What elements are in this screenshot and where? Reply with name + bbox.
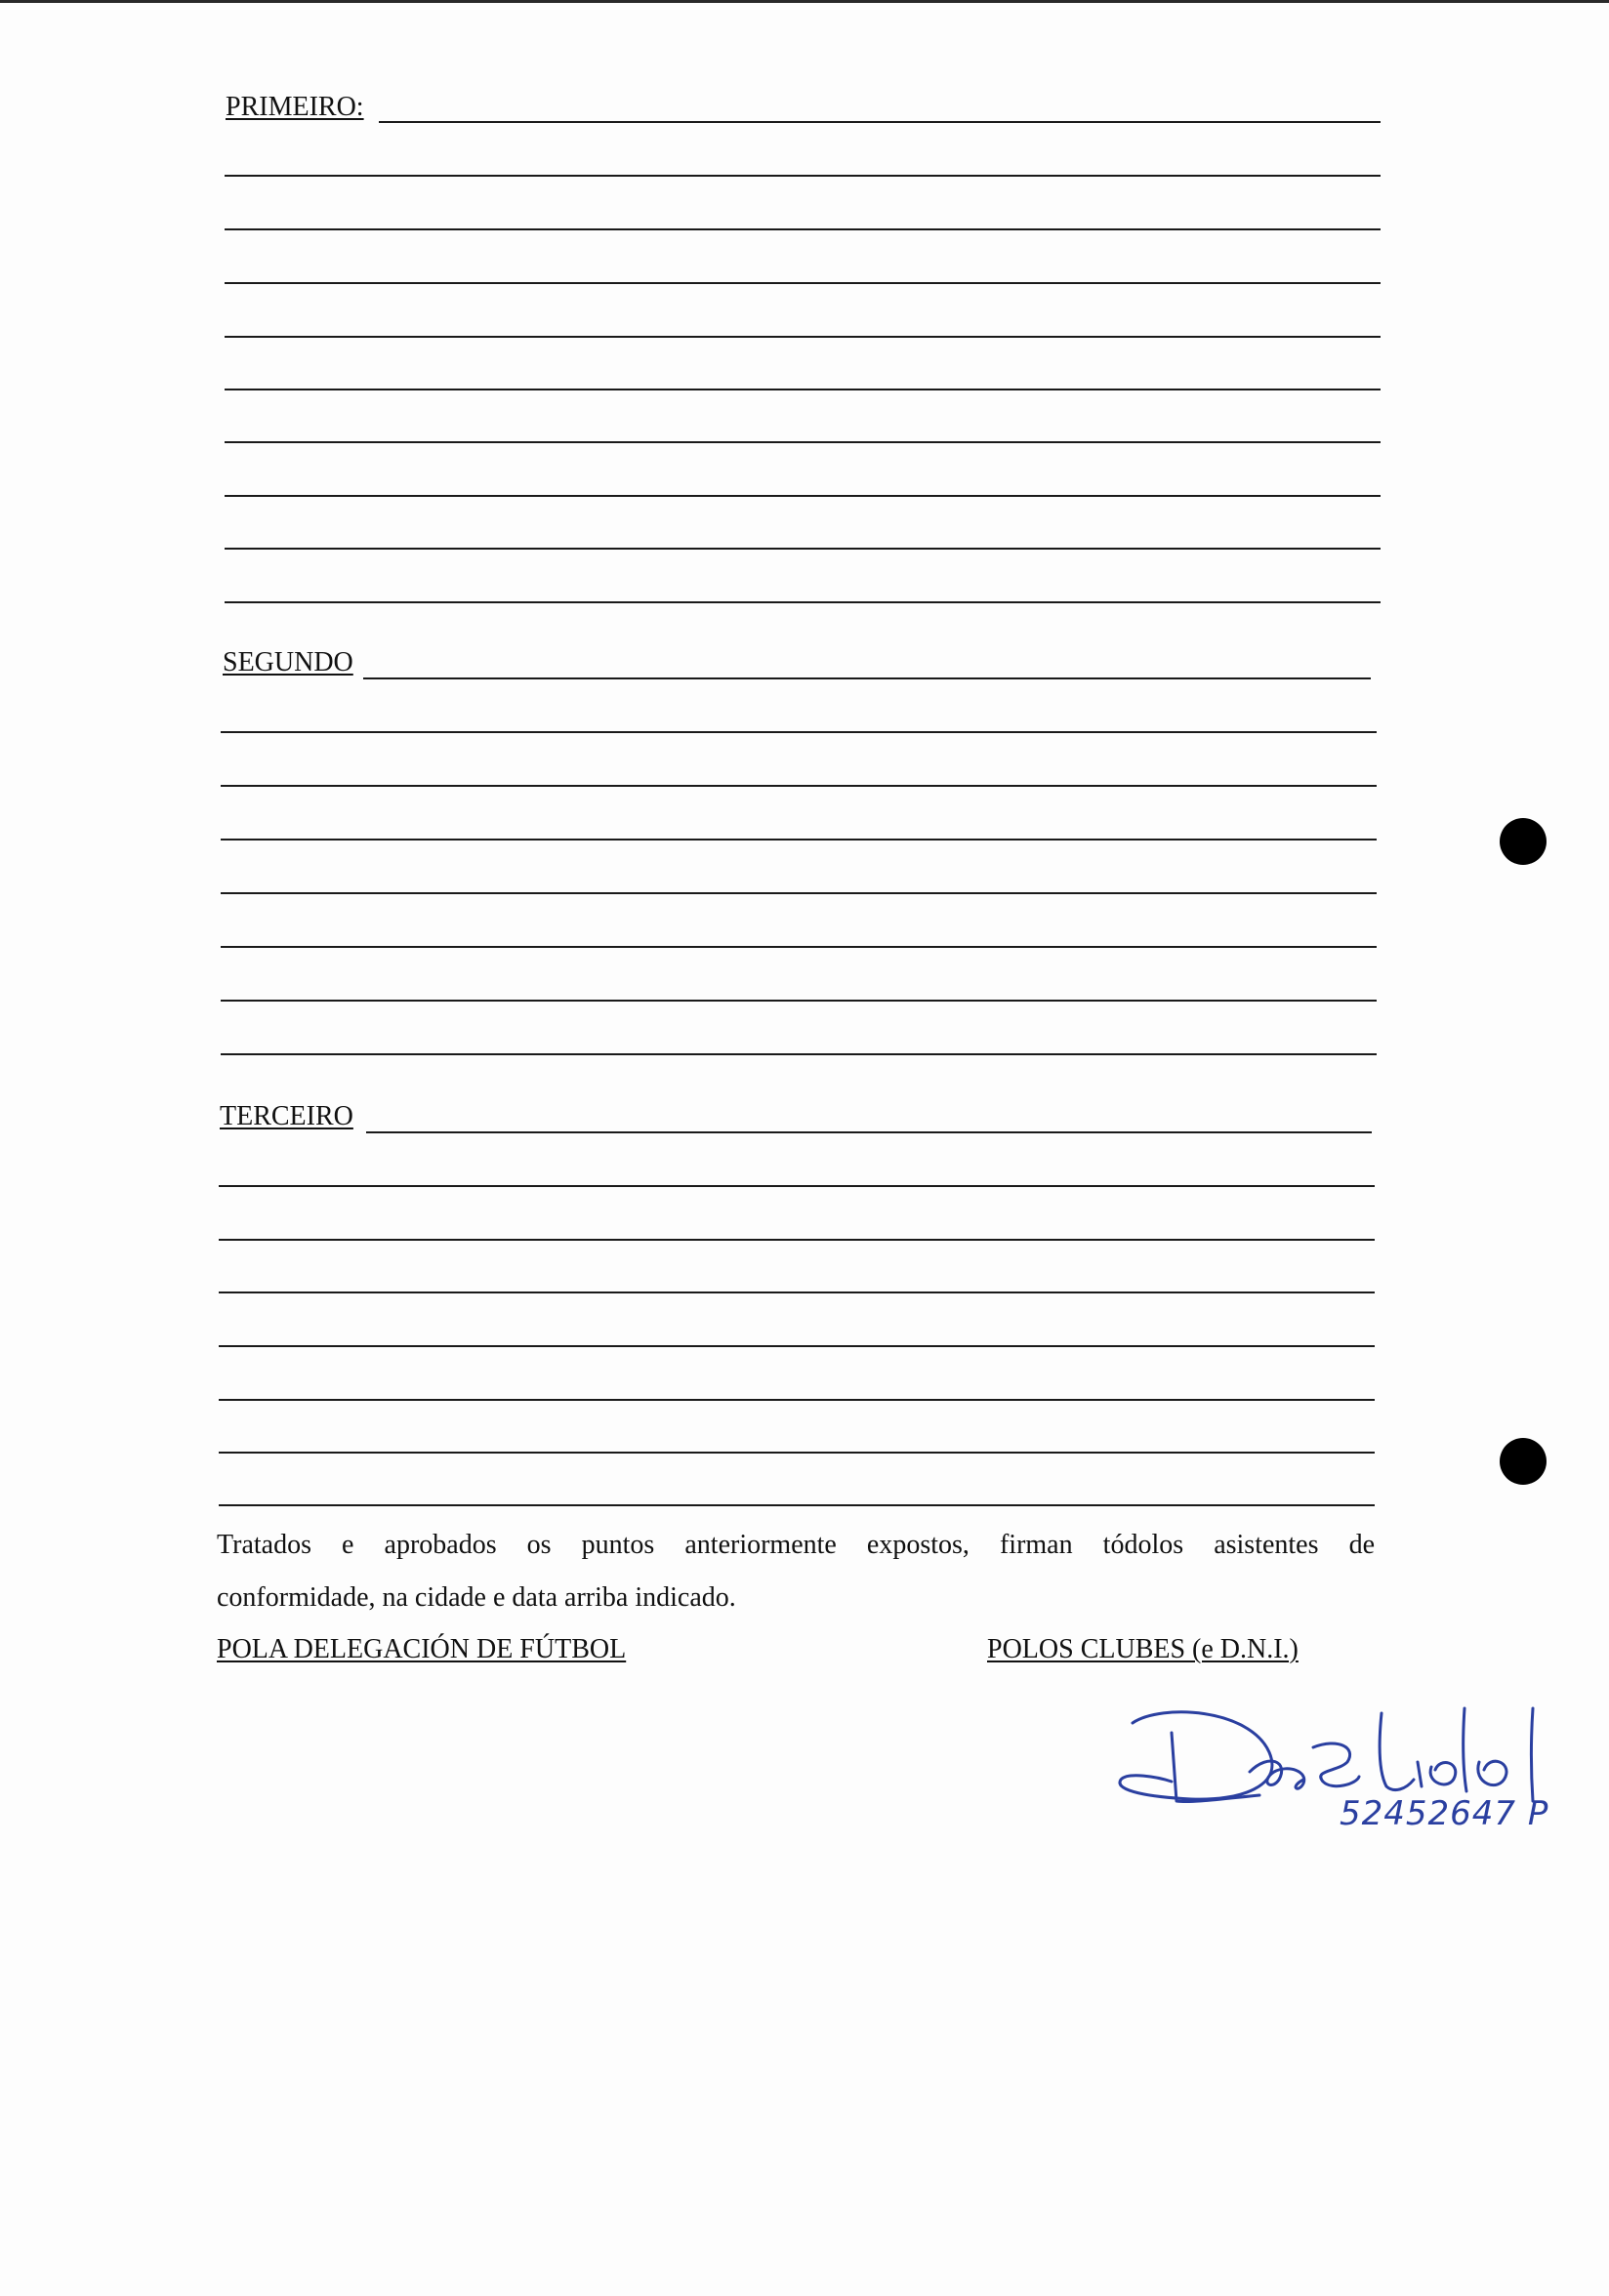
closing-line-2: conformidade, na cidade e data arriba indicado. xyxy=(217,1582,736,1613)
section-primeiro-label: PRIMEIRO: xyxy=(226,92,364,122)
segundo-title-line[interactable] xyxy=(363,677,1371,679)
handwritten-signature xyxy=(1103,1694,1572,1860)
primeiro-writing-line[interactable] xyxy=(225,495,1381,497)
section-segundo-label: SEGUNDO xyxy=(223,647,353,677)
segundo-writing-line[interactable] xyxy=(221,839,1377,840)
primeiro-writing-line[interactable] xyxy=(225,548,1381,550)
terceiro-title-line[interactable] xyxy=(366,1131,1372,1133)
handwritten-dni: 52452647 P xyxy=(1340,1794,1549,1833)
section-terceiro-label: TERCEIRO xyxy=(220,1101,353,1131)
segundo-writing-line[interactable] xyxy=(221,1053,1377,1055)
primeiro-title-line[interactable] xyxy=(379,121,1381,123)
signature-label-delegacion: POLA DELEGACIÓN DE FÚTBOL xyxy=(217,1634,627,1664)
primeiro-writing-line[interactable] xyxy=(225,389,1381,390)
primeiro-writing-line[interactable] xyxy=(225,336,1381,338)
terceiro-writing-line[interactable] xyxy=(219,1399,1375,1401)
primeiro-writing-line[interactable] xyxy=(225,228,1381,230)
segundo-writing-line[interactable] xyxy=(221,785,1377,787)
terceiro-writing-line[interactable] xyxy=(219,1185,1375,1187)
closing-line-1: Tratados e aprobados os puntos anteriormente expostos, firman tódolos asistentes de xyxy=(217,1530,1375,1560)
primeiro-writing-line[interactable] xyxy=(225,441,1381,443)
terceiro-writing-line[interactable] xyxy=(219,1292,1375,1293)
segundo-writing-line[interactable] xyxy=(221,892,1377,894)
terceiro-writing-line[interactable] xyxy=(219,1345,1375,1347)
primeiro-writing-line[interactable] xyxy=(225,175,1381,177)
punch-hole xyxy=(1500,1438,1547,1485)
closing-paragraph xyxy=(217,1519,1375,1624)
segundo-writing-line[interactable] xyxy=(221,1000,1377,1002)
punch-hole xyxy=(1500,818,1547,865)
terceiro-writing-line[interactable] xyxy=(219,1452,1375,1454)
page-top-edge xyxy=(0,0,1609,3)
segundo-writing-line[interactable] xyxy=(221,946,1377,948)
primeiro-writing-line[interactable] xyxy=(225,601,1381,603)
primeiro-writing-line[interactable] xyxy=(225,282,1381,284)
terceiro-writing-line[interactable] xyxy=(219,1239,1375,1241)
segundo-writing-line[interactable] xyxy=(221,731,1377,733)
signature-label-clubes: POLOS CLUBES (e D.N.I.) xyxy=(987,1634,1299,1664)
terceiro-writing-line[interactable] xyxy=(219,1504,1375,1506)
